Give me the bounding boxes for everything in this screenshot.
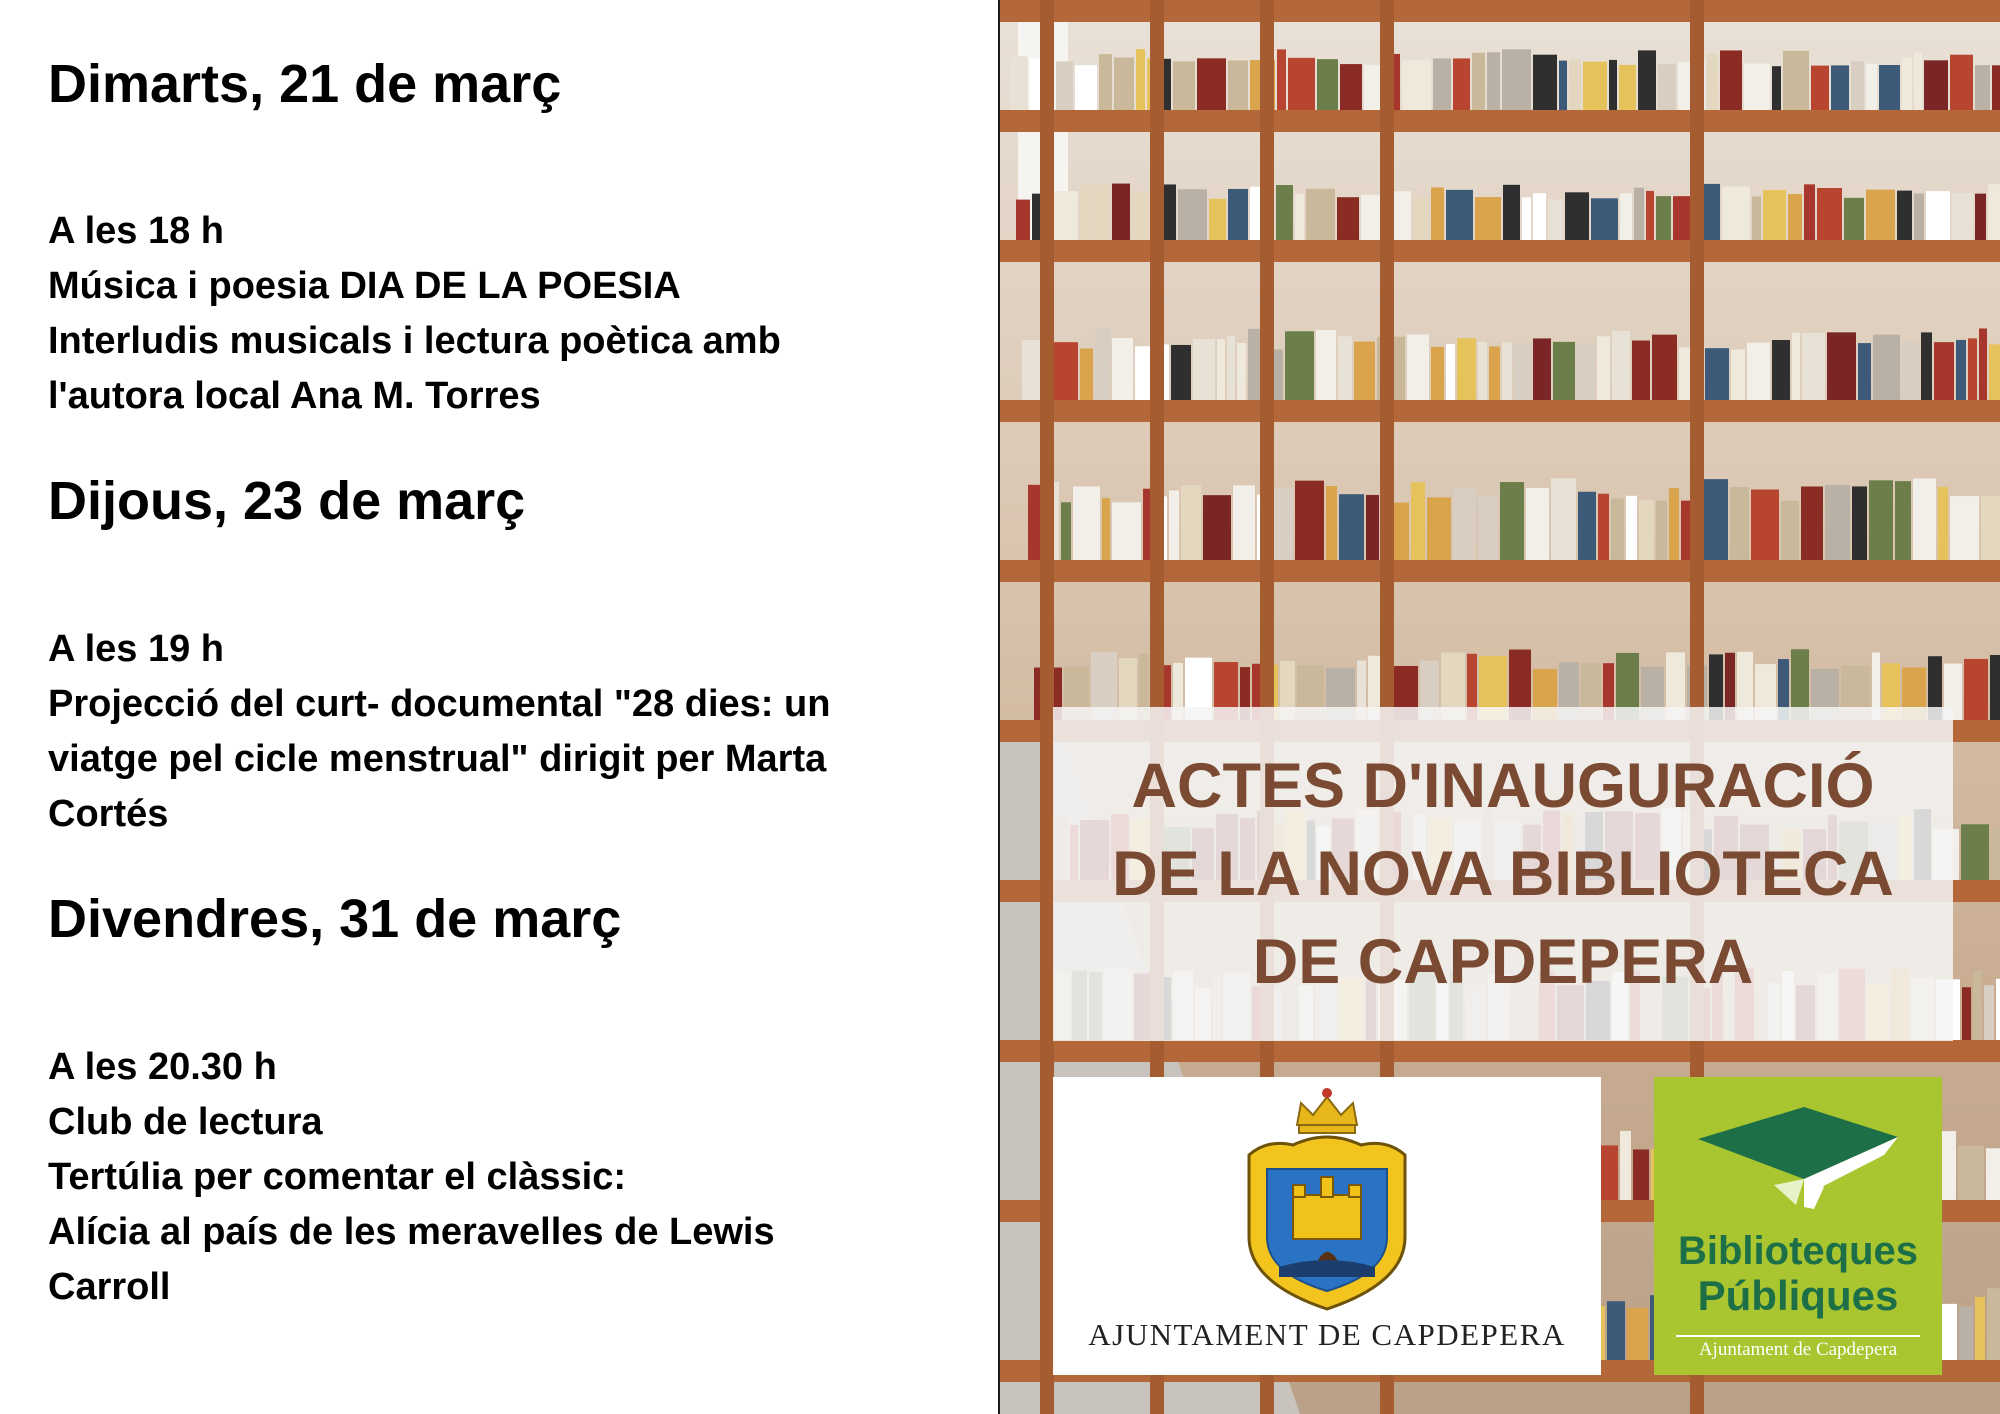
book-spine bbox=[1338, 336, 1352, 400]
book-spine bbox=[1844, 198, 1864, 240]
book-spine bbox=[1112, 502, 1141, 560]
event-time: A les 19 h bbox=[48, 628, 225, 670]
book-spine bbox=[1051, 342, 1078, 400]
book-spine bbox=[1533, 55, 1557, 110]
book-spine bbox=[1276, 185, 1293, 240]
book-spine bbox=[1783, 51, 1809, 110]
book-spine bbox=[1080, 348, 1093, 400]
book-spine bbox=[1627, 1308, 1648, 1360]
book-spine bbox=[1559, 61, 1567, 110]
book-spine bbox=[1612, 331, 1630, 400]
event-details bbox=[48, 622, 948, 842]
book-spine bbox=[1633, 1149, 1649, 1200]
publiques-title: Públiques bbox=[1697, 1272, 1899, 1319]
book-spine bbox=[1639, 500, 1654, 560]
book-spine bbox=[1987, 1288, 2000, 1360]
event-line: viatge pel cicle menstrual" dirigit per Marta bbox=[48, 738, 827, 780]
book-spine bbox=[1364, 65, 1381, 110]
book-spine bbox=[1112, 338, 1133, 400]
book-spine bbox=[1472, 53, 1485, 110]
book-spine bbox=[1427, 497, 1451, 560]
book-spine bbox=[1209, 199, 1226, 240]
book-spine bbox=[1852, 486, 1867, 560]
logo-divider bbox=[1676, 1335, 1920, 1337]
book-spine bbox=[1825, 485, 1850, 560]
book-spine bbox=[1975, 65, 1990, 110]
book-spine bbox=[1080, 185, 1090, 240]
book-spine bbox=[1772, 66, 1781, 110]
book-spine bbox=[1731, 350, 1745, 400]
book-spine bbox=[1646, 191, 1654, 240]
book-spine bbox=[1992, 65, 2000, 110]
book-spine bbox=[1866, 64, 1877, 110]
book-spine bbox=[1073, 487, 1100, 560]
book-spine bbox=[1656, 196, 1671, 240]
book-spine bbox=[1968, 338, 1977, 400]
book-spine bbox=[1831, 65, 1849, 110]
book-spine bbox=[1747, 343, 1770, 400]
book-spine bbox=[1478, 495, 1498, 560]
book-spine bbox=[1720, 50, 1742, 110]
biblioteques-title: Biblioteques bbox=[1677, 1229, 1919, 1273]
book-spine bbox=[1851, 61, 1864, 110]
book-spine bbox=[1317, 59, 1338, 110]
book-spine bbox=[1361, 195, 1380, 240]
book-spine bbox=[1526, 488, 1549, 560]
book-spine bbox=[1092, 185, 1110, 240]
book-spine bbox=[1744, 63, 1770, 110]
book-spine bbox=[1895, 481, 1911, 560]
book-spine bbox=[1914, 53, 1922, 110]
title-banner bbox=[1053, 707, 1953, 1041]
book-spine bbox=[1914, 193, 1924, 240]
book-spine bbox=[1902, 341, 1919, 400]
book-spine bbox=[1598, 494, 1609, 560]
book-spine bbox=[1975, 1297, 1985, 1360]
title-line: DE LA NOVA BIBLIOTECA bbox=[1112, 839, 1894, 909]
book-spine bbox=[1478, 342, 1487, 400]
book-spine bbox=[1446, 344, 1455, 400]
book-spine bbox=[1752, 197, 1761, 240]
book-spine bbox=[1433, 58, 1451, 110]
book-spine bbox=[1879, 65, 1900, 110]
shelf-upright bbox=[1040, 0, 1054, 1414]
book-spine bbox=[1952, 194, 1973, 240]
event-line: Tertúlia per comentar el clàssic: bbox=[48, 1156, 626, 1198]
book-spine bbox=[1817, 188, 1842, 240]
book-spine bbox=[1607, 1301, 1625, 1360]
book-spine bbox=[1961, 824, 1989, 880]
book-spine bbox=[1788, 194, 1802, 240]
book-spine bbox=[1811, 66, 1829, 110]
book-spine bbox=[1173, 61, 1195, 110]
book-spine bbox=[1010, 56, 1028, 110]
book-spine bbox=[1326, 486, 1337, 560]
book-spine bbox=[1869, 480, 1893, 560]
book-spine bbox=[1193, 339, 1215, 400]
book-spine bbox=[1989, 344, 2000, 400]
book-spine bbox=[1112, 184, 1130, 240]
book-spine bbox=[1620, 193, 1632, 240]
book-spine bbox=[1061, 502, 1071, 560]
book-spine bbox=[1626, 496, 1637, 560]
book-spine bbox=[1453, 489, 1476, 560]
event-line: Alícia al país de les meravelles de Lewis bbox=[48, 1211, 775, 1253]
book-spine bbox=[1533, 193, 1546, 240]
book-spine bbox=[1446, 190, 1473, 240]
book-spine bbox=[1981, 496, 2000, 560]
book-spine bbox=[1514, 343, 1531, 400]
book-spine bbox=[1228, 60, 1248, 110]
event-line: l'autora local Ana M. Torres bbox=[48, 375, 541, 417]
book-spine bbox=[1411, 482, 1425, 560]
book-spine bbox=[1938, 487, 1948, 560]
book-spine bbox=[1934, 342, 1954, 400]
book-spine bbox=[1431, 347, 1444, 400]
book-spine bbox=[1619, 65, 1636, 110]
book-spine bbox=[1772, 340, 1790, 400]
book-spine bbox=[1921, 332, 1932, 400]
book-spine bbox=[1669, 488, 1679, 560]
book-spine bbox=[1979, 328, 1987, 400]
book-spine bbox=[1502, 49, 1531, 110]
book-spine bbox=[1503, 185, 1520, 240]
book-spine bbox=[1611, 499, 1624, 560]
book-spine bbox=[1136, 49, 1145, 110]
title-line: ACTES D'INAUGURACIÓ bbox=[1131, 751, 1875, 821]
book-spine bbox=[1866, 190, 1895, 240]
book-spine bbox=[1583, 62, 1607, 110]
book-spine bbox=[1316, 330, 1336, 400]
book-spine bbox=[1962, 987, 1971, 1040]
event-day-heading: Dimarts, 21 de març bbox=[48, 54, 562, 114]
book-spine bbox=[1578, 492, 1596, 560]
book-spine bbox=[1802, 333, 1825, 400]
book-spine bbox=[1169, 490, 1179, 560]
book-spine bbox=[1171, 345, 1191, 400]
book-spine bbox=[1051, 191, 1078, 240]
book-spine bbox=[1950, 496, 1979, 560]
book-spine bbox=[1620, 1131, 1631, 1200]
event-day-heading: Divendres, 31 de març bbox=[48, 889, 622, 949]
book-spine bbox=[1227, 336, 1235, 400]
book-spine bbox=[1285, 331, 1314, 400]
book-spine bbox=[1973, 971, 1982, 1040]
ajuntament-subtitle: Ajuntament de Capdepera bbox=[1698, 1339, 1898, 1360]
book-spine bbox=[1203, 495, 1231, 560]
book-spine bbox=[1178, 189, 1207, 240]
book-spine bbox=[1707, 53, 1718, 110]
book-spine bbox=[1902, 58, 1912, 110]
book-spine bbox=[1339, 494, 1364, 560]
book-spine bbox=[1487, 52, 1500, 110]
book-spine bbox=[1591, 198, 1618, 240]
book-spine bbox=[1986, 1148, 2000, 1200]
book-spine bbox=[1569, 59, 1581, 110]
book-spine bbox=[1366, 495, 1379, 560]
book-spine bbox=[1340, 64, 1362, 110]
book-spine bbox=[1553, 342, 1575, 400]
book-spine bbox=[1730, 487, 1749, 560]
book-spine bbox=[1114, 58, 1134, 110]
book-spine bbox=[1277, 49, 1286, 110]
book-spine bbox=[1233, 485, 1255, 560]
book-spine bbox=[1237, 343, 1246, 400]
title-line: DE CAPDEPERA bbox=[1252, 927, 1754, 997]
coat-of-arms-icon bbox=[1053, 1077, 1601, 1317]
book-spine bbox=[1984, 985, 1994, 1040]
book-spine bbox=[1095, 328, 1110, 400]
book-spine bbox=[1500, 482, 1524, 560]
book-spine bbox=[1792, 333, 1800, 400]
book-spine bbox=[1431, 187, 1444, 240]
event-time: A les 18 h bbox=[48, 210, 225, 252]
book-spine bbox=[1028, 485, 1041, 560]
book-spine bbox=[1288, 58, 1315, 110]
book-spine bbox=[1996, 979, 2000, 1040]
event-title bbox=[1073, 742, 1933, 1006]
book-spine bbox=[1551, 478, 1576, 560]
book-spine bbox=[1858, 343, 1871, 400]
book-spine bbox=[1638, 50, 1656, 110]
book-spine bbox=[1548, 200, 1563, 240]
biblioteques-logo bbox=[1654, 1077, 1942, 1375]
book-spine bbox=[1099, 54, 1112, 110]
book-spine bbox=[1897, 191, 1912, 240]
event-line: Carroll bbox=[48, 1266, 171, 1308]
book-spine bbox=[1597, 336, 1610, 400]
book-spine bbox=[1306, 189, 1335, 240]
event-time: A les 20.30 h bbox=[48, 1046, 277, 1088]
book-spine bbox=[1656, 501, 1667, 560]
book-spine bbox=[1577, 344, 1595, 400]
book-spine bbox=[1702, 479, 1728, 560]
book-spine bbox=[1722, 186, 1750, 240]
book-spine bbox=[1295, 194, 1304, 240]
book-spine bbox=[1413, 197, 1429, 240]
book-spine bbox=[1959, 1306, 1973, 1360]
event-line: Música i poesia DIA DE LA POESIA bbox=[48, 265, 681, 307]
book-spine bbox=[1991, 829, 2000, 880]
book-spine bbox=[1827, 332, 1856, 400]
ajuntament-name: AJUNTAMENT DE CAPDEPERA bbox=[1088, 1317, 1566, 1352]
book-spine bbox=[1926, 191, 1950, 240]
book-spine bbox=[1132, 192, 1149, 240]
book-spine bbox=[1533, 338, 1551, 400]
open-book-icon bbox=[1654, 1077, 1942, 1227]
book-spine bbox=[1337, 197, 1359, 240]
ajuntament-logo bbox=[1053, 1077, 1601, 1375]
book-spine bbox=[1652, 335, 1677, 400]
book-spine bbox=[1781, 501, 1799, 560]
book-spine bbox=[1522, 197, 1531, 240]
event-details bbox=[48, 204, 948, 424]
event-schedule bbox=[0, 0, 998, 1414]
book-spine bbox=[1016, 200, 1030, 240]
event-day-heading: Dijous, 23 de març bbox=[48, 471, 526, 531]
book-spine bbox=[1632, 341, 1650, 400]
book-spine bbox=[1075, 65, 1097, 110]
book-spine bbox=[1804, 184, 1815, 240]
book-spine bbox=[1958, 1146, 1984, 1200]
event-details bbox=[48, 1040, 948, 1315]
book-spine bbox=[1873, 335, 1900, 400]
book-spine bbox=[1457, 338, 1476, 400]
book-spine bbox=[1609, 60, 1617, 110]
book-spine bbox=[1197, 58, 1226, 110]
event-line: Interludis musicals i lectura poètica amb bbox=[48, 320, 781, 362]
event-line: Club de lectura bbox=[48, 1101, 323, 1143]
book-spine bbox=[1751, 490, 1779, 560]
event-line: Projecció del curt- documental "28 dies: un bbox=[48, 683, 831, 725]
book-spine bbox=[1913, 479, 1936, 560]
book-spine bbox=[1453, 58, 1470, 110]
book-spine bbox=[1924, 60, 1948, 110]
book-spine bbox=[1354, 342, 1375, 400]
book-spine bbox=[1102, 498, 1110, 560]
book-spine bbox=[1056, 61, 1073, 110]
book-spine bbox=[1988, 184, 2000, 240]
book-spine bbox=[1673, 196, 1691, 240]
book-spine bbox=[1181, 485, 1201, 560]
book-spine bbox=[1295, 481, 1324, 560]
book-spine bbox=[1658, 64, 1676, 110]
book-spine bbox=[1489, 346, 1500, 400]
book-spine bbox=[1975, 194, 1986, 240]
book-spine bbox=[1475, 197, 1501, 240]
book-spine bbox=[1964, 659, 1988, 720]
book-spine bbox=[1217, 339, 1225, 400]
book-spine bbox=[1402, 61, 1431, 110]
book-spine bbox=[1990, 655, 2000, 720]
event-line: Cortés bbox=[48, 793, 169, 835]
book-spine bbox=[1763, 190, 1786, 240]
book-spine bbox=[1705, 348, 1729, 400]
book-spine bbox=[1565, 192, 1589, 240]
book-spine bbox=[1502, 343, 1512, 400]
book-spine bbox=[1407, 334, 1429, 400]
book-spine bbox=[1228, 189, 1248, 240]
book-spine bbox=[1801, 486, 1823, 560]
book-spine bbox=[1634, 188, 1644, 240]
book-spine bbox=[1950, 55, 1973, 110]
book-spine bbox=[1956, 340, 1966, 400]
